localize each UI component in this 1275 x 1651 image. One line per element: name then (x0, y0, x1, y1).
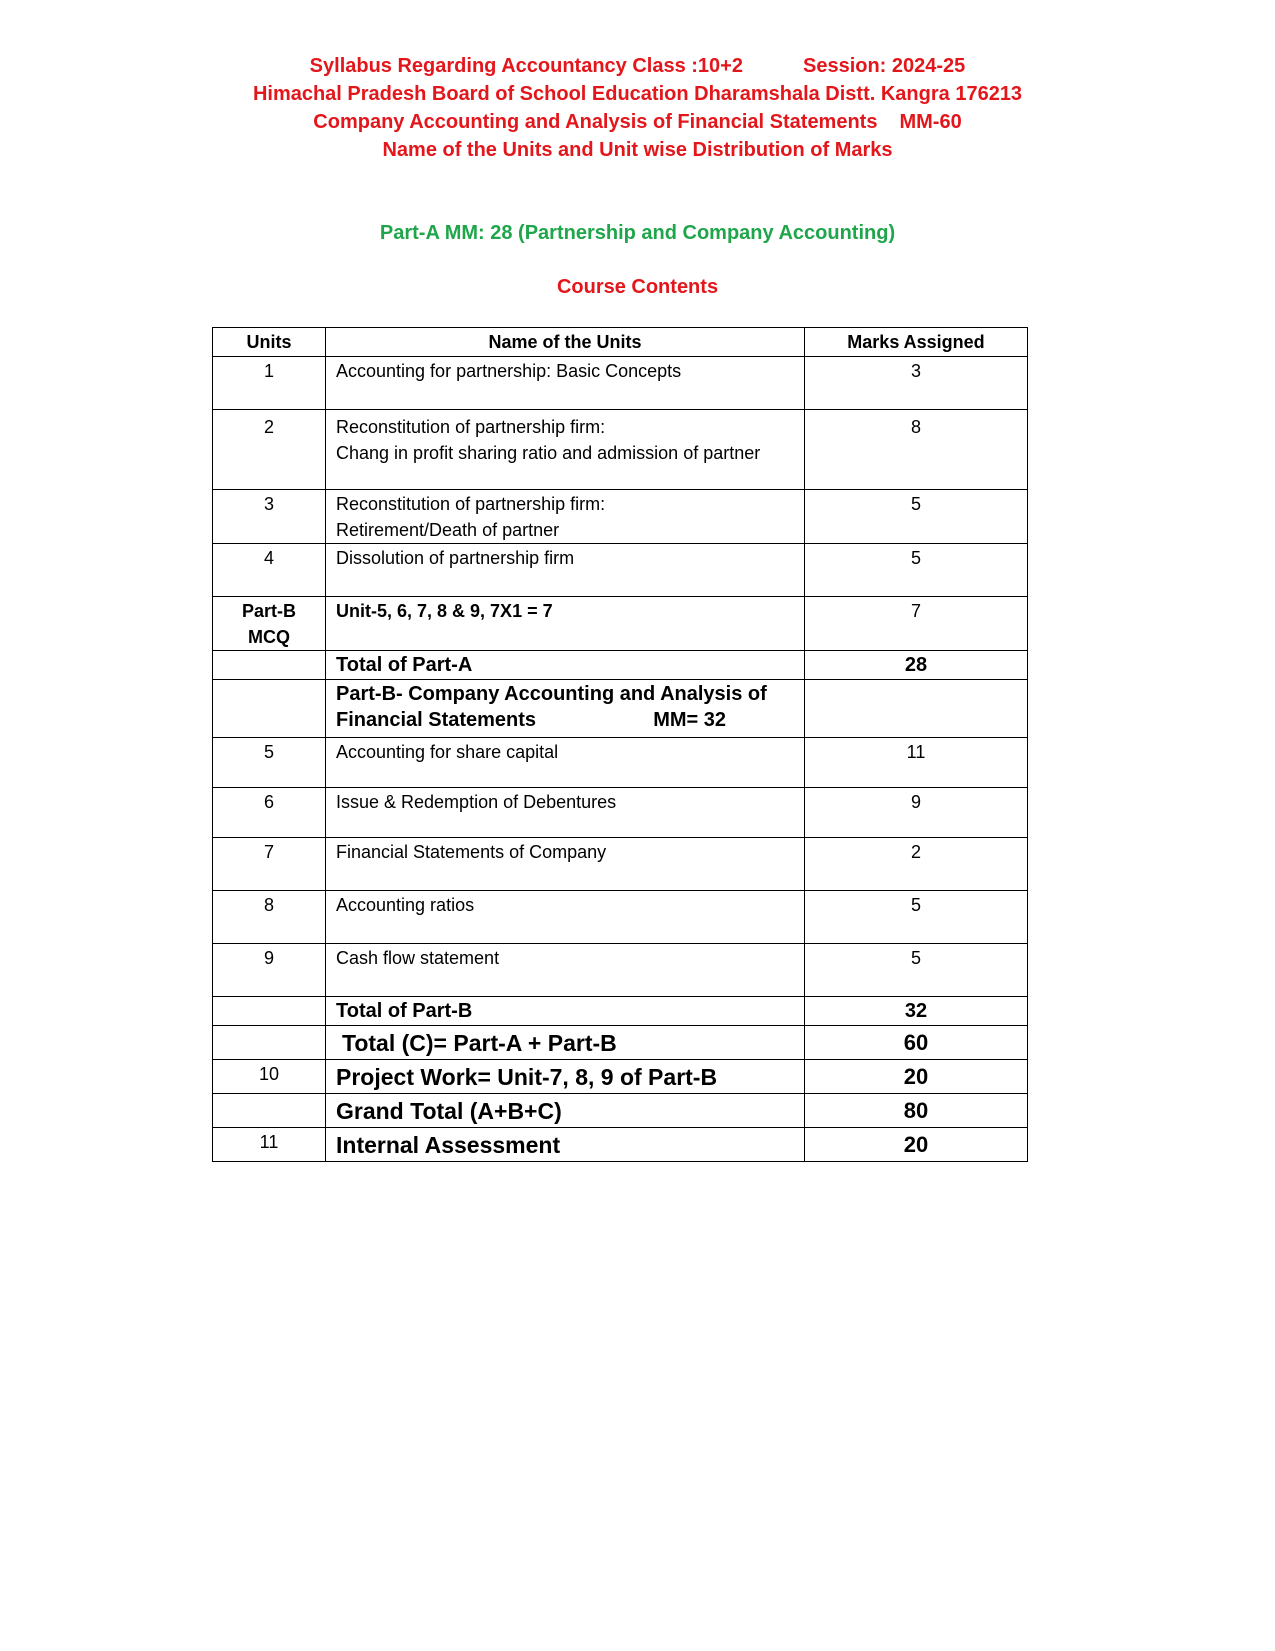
table-row (213, 838, 1028, 891)
marks-cell: 2 (805, 838, 1028, 891)
unit-cell: 1 (213, 357, 326, 410)
unit-cell (213, 1094, 326, 1128)
session-label: Session: 2024-25 (802, 55, 966, 77)
total-label-cell: Total (C)= Part-A + Part-B (326, 1026, 805, 1060)
table-row (213, 544, 1028, 597)
unit-name-cell: Accounting for share capital (326, 738, 805, 788)
unit-name-cell: Internal Assessment (326, 1128, 805, 1162)
section-heading-cell (326, 680, 805, 738)
marks-cell: 11 (805, 738, 1028, 788)
section-heading-line: Part-B- Company Accounting and Analysis of (336, 683, 767, 705)
table-row (213, 597, 1028, 651)
section-heading-row (213, 680, 1028, 738)
section-heading-text: Financial Statements (336, 709, 537, 731)
unit-name-cell (326, 410, 805, 490)
table-row (213, 1128, 1028, 1162)
section-max-marks: MM= 32 (653, 709, 726, 731)
marks-cell: 5 (805, 490, 1028, 544)
marks-cell: 5 (805, 544, 1028, 597)
marks-cell: 20 (805, 1060, 1028, 1094)
table-row (213, 357, 1028, 410)
section-heading-line (336, 707, 794, 733)
total-row (213, 997, 1028, 1026)
table-row (213, 891, 1028, 944)
unit-name-cell (326, 490, 805, 544)
marks-cell: 9 (805, 788, 1028, 838)
marks-cell: 5 (805, 891, 1028, 944)
unit-name-cell: Dissolution of partnership firm (326, 544, 805, 597)
unit-cell: 10 (213, 1060, 326, 1094)
unit-cell: 5 (213, 738, 326, 788)
unit-cell: 8 (213, 891, 326, 944)
marks-cell: 5 (805, 944, 1028, 997)
total-marks-cell: 60 (805, 1026, 1028, 1060)
unit-cell (213, 680, 326, 738)
unit-name-line: Reconstitution of partnership firm: (336, 417, 606, 437)
table-row (213, 944, 1028, 997)
unit-cell (213, 1026, 326, 1060)
marks-cell: 7 (805, 597, 1028, 651)
total-marks-cell: 28 (805, 651, 1028, 680)
total-label-cell: Total of Part-B (326, 997, 805, 1026)
marks-cell: 20 (805, 1128, 1028, 1162)
max-marks-label: MM-60 (899, 111, 962, 133)
total-marks-cell: 80 (805, 1094, 1028, 1128)
document-header (0, 52, 1275, 164)
unit-cell (213, 997, 326, 1026)
course-contents-heading: Course Contents (556, 276, 719, 298)
unit-name-cell: Financial Statements of Company (326, 838, 805, 891)
total-label-cell: Grand Total (A+B+C) (326, 1094, 805, 1128)
unit-cell: 6 (213, 788, 326, 838)
unit-name-cell: Cash flow statement (326, 944, 805, 997)
unit-name-line: Reconstitution of partnership firm: (336, 494, 606, 514)
unit-cell (213, 597, 326, 651)
marks-cell: 8 (805, 410, 1028, 490)
column-header-units: Units (213, 328, 326, 357)
marks-distribution-table (212, 327, 1028, 1162)
unit-cell: 2 (213, 410, 326, 490)
unit-name-cell: Unit-5, 6, 7, 8 & 9, 7X1 = 7 (326, 597, 805, 651)
unit-cell (213, 651, 326, 680)
unit-name-cell: Accounting ratios (326, 891, 805, 944)
total-marks-cell: 32 (805, 997, 1028, 1026)
total-row (213, 651, 1028, 680)
total-row (213, 1094, 1028, 1128)
unit-name-cell: Issue & Redemption of Debentures (326, 788, 805, 838)
unit-cell: 11 (213, 1128, 326, 1162)
table-row (213, 1060, 1028, 1094)
header-title: Syllabus Regarding Accountancy Class :10+2 (309, 55, 743, 77)
column-header-name: Name of the Units (326, 328, 805, 357)
table-row (213, 738, 1028, 788)
total-row (213, 1026, 1028, 1060)
unit-cell: 4 (213, 544, 326, 597)
table-row (213, 410, 1028, 490)
unit-cell: 9 (213, 944, 326, 997)
header-line-2: Himachal Pradesh Board of School Education Dharamshala Distt. Kangra 176213 (252, 83, 1023, 105)
unit-cell: 3 (213, 490, 326, 544)
table-header-row (213, 328, 1028, 357)
marks-cell (805, 680, 1028, 738)
unit-name-line: Chang in profit sharing ratio and admission of partner (336, 443, 761, 463)
subject-title: Company Accounting and Analysis of Financial Statements (313, 111, 878, 133)
header-line-1 (0, 52, 1275, 80)
unit-name-line: Retirement/Death of partner (336, 520, 560, 540)
marks-cell: 3 (805, 357, 1028, 410)
table-row (213, 788, 1028, 838)
header-line-3 (0, 108, 1275, 136)
unit-name-cell: Project Work= Unit-7, 8, 9 of Part-B (326, 1060, 805, 1094)
total-label-cell: Total of Part-A (326, 651, 805, 680)
part-a-heading: Part-A MM: 28 (Partnership and Company Accounting) (379, 222, 896, 244)
column-header-marks: Marks Assigned (805, 328, 1028, 357)
table-row (213, 490, 1028, 544)
unit-name-cell: Accounting for partnership: Basic Concepts (326, 357, 805, 410)
unit-label-line: MCQ (248, 627, 290, 647)
header-line-4: Name of the Units and Unit wise Distribution of Marks (382, 139, 893, 161)
unit-label-line: Part-B (241, 601, 296, 621)
unit-cell: 7 (213, 838, 326, 891)
